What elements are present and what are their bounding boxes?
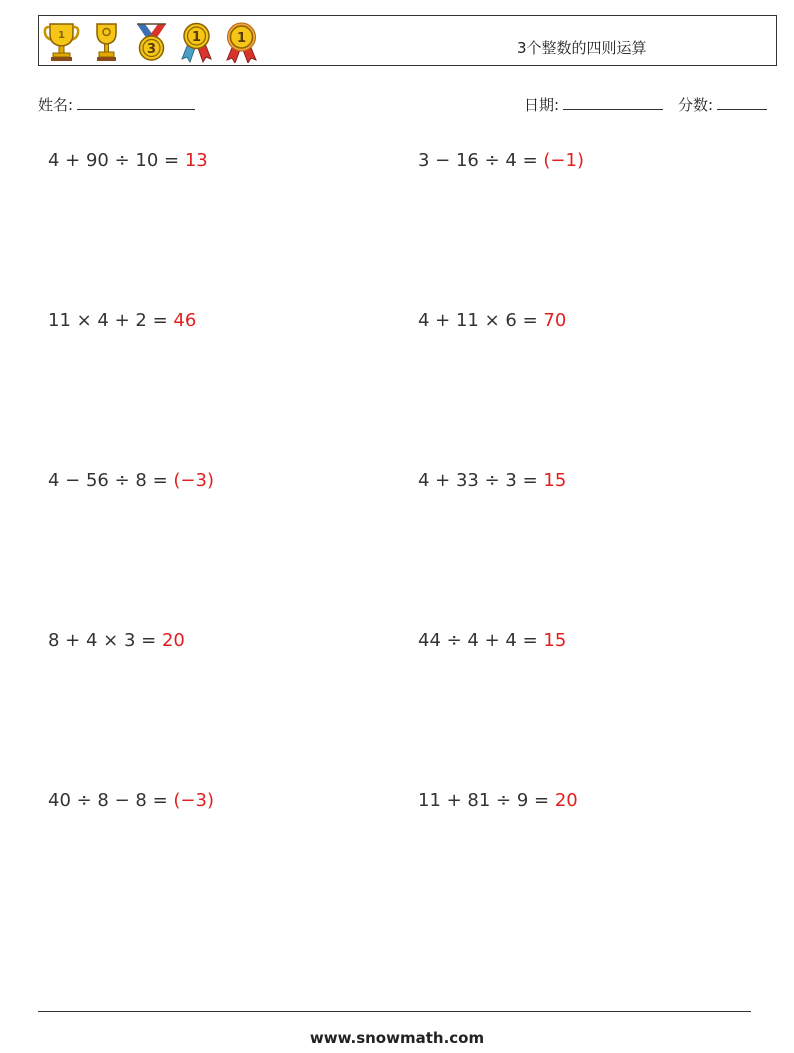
- problem-answer: 46: [173, 310, 197, 331]
- medal-1-ribbon-icon: [178, 21, 215, 63]
- svg-text:3: 3: [146, 42, 157, 57]
- name-field: [38, 94, 195, 115]
- svg-text:1: 1: [236, 31, 247, 46]
- date-blank[interactable]: [563, 95, 663, 110]
- problem-10: [418, 790, 578, 811]
- problem-5: [48, 470, 214, 491]
- problem-expression: 4 + 90 ÷ 10 =: [48, 150, 185, 171]
- problem-7: [48, 630, 185, 651]
- problem-answer: 20: [554, 790, 578, 811]
- trophy-goblet-icon: [88, 21, 125, 63]
- trophy-cup-icon: [43, 21, 80, 63]
- footer-website[interactable]: www.snowmath.com: [309, 1029, 485, 1047]
- problem-9: [48, 790, 214, 811]
- problem-2: [418, 150, 584, 171]
- problem-expression: 11 × 4 + 2 =: [48, 310, 174, 331]
- problem-4: [418, 310, 566, 331]
- score-field: [678, 94, 767, 115]
- problem-answer: (−1): [543, 150, 584, 171]
- problem-answer: 15: [543, 630, 567, 651]
- worksheet-header: [38, 15, 777, 66]
- award-icons: [43, 21, 260, 63]
- problem-expression: 8 + 4 × 3 =: [48, 630, 162, 651]
- problem-expression: 11 + 81 ÷ 9 =: [418, 790, 555, 811]
- problem-answer: 15: [543, 470, 567, 491]
- problem-expression: 4 − 56 ÷ 8 =: [48, 470, 174, 491]
- score-label: 分数:: [678, 96, 714, 114]
- score-blank[interactable]: [717, 95, 767, 110]
- medal-3-icon: [133, 21, 170, 63]
- problem-expression: 4 + 33 ÷ 3 =: [418, 470, 544, 491]
- medal-1-rosette-icon: [223, 21, 260, 63]
- footer-divider: [38, 1011, 751, 1012]
- problem-expression: 3 − 16 ÷ 4 =: [418, 150, 544, 171]
- problem-1: [48, 150, 208, 171]
- problem-8: [418, 630, 566, 651]
- date-field: [524, 94, 663, 115]
- problem-3: [48, 310, 196, 331]
- problem-expression: 4 + 11 × 6 =: [418, 310, 544, 331]
- svg-text:1: 1: [191, 30, 202, 45]
- problem-answer: 20: [161, 630, 185, 651]
- problem-answer: (−3): [173, 470, 214, 491]
- problem-expression: 44 ÷ 4 + 4 =: [418, 630, 544, 651]
- name-label: 姓名:: [38, 96, 74, 114]
- problem-answer: 13: [184, 150, 208, 171]
- problem-expression: 40 ÷ 8 − 8 =: [48, 790, 174, 811]
- date-label: 日期:: [524, 96, 560, 114]
- worksheet-title: 3个整数的四则运算: [517, 39, 647, 57]
- name-blank[interactable]: [77, 95, 195, 110]
- problem-6: [418, 470, 566, 491]
- svg-text:1: 1: [58, 30, 65, 41]
- problem-answer: 70: [543, 310, 567, 331]
- problem-answer: (−3): [173, 790, 214, 811]
